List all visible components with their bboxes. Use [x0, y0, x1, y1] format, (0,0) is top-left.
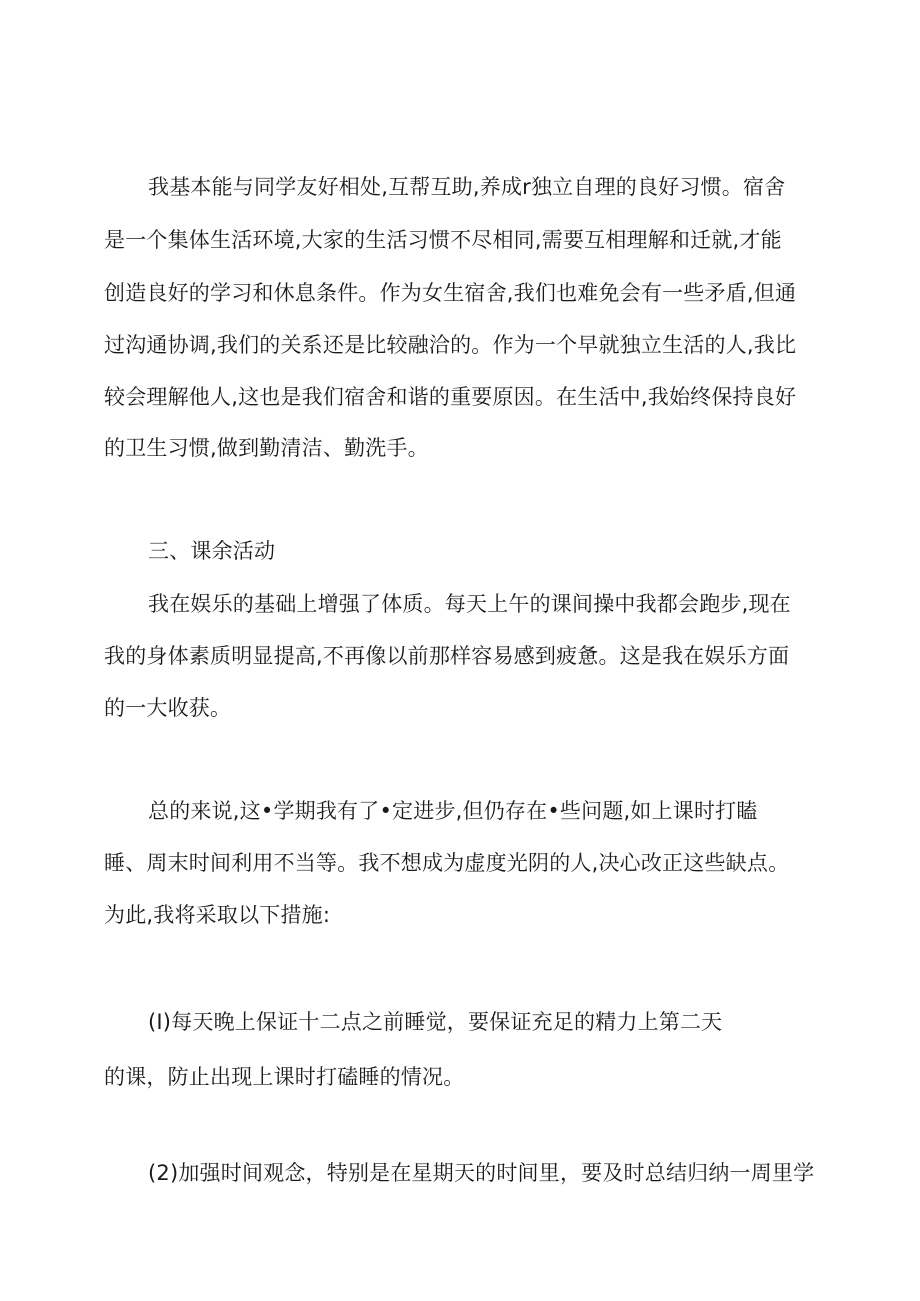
- paragraph-line: 的卫生习惯,做到勤清洁、勤洗手。: [104, 436, 429, 460]
- paragraph-line: 睡、周末时间利用不当等。我不想成为虚度光阴的人,决心改正这些缺点。: [104, 851, 790, 875]
- paragraph-line: 的一大收获。: [104, 696, 232, 720]
- paragraph-line: 我在娱乐的基础上增强了体质。每天上午的课间操中我都会跑步,现在: [148, 592, 791, 616]
- list-item-line: 的课，防止出现上课时打磕睡的情况。: [104, 1065, 465, 1089]
- paragraph-line: 我基本能与同学友好相处,互帮互助,养成r独立自理的良好习惯。宿舍: [148, 175, 786, 199]
- list-item-line: (2)加强时间观念，特别是在星期天的时间里，要及时总结归纳一周里学: [148, 1161, 815, 1185]
- paragraph-line: 是一个集体生活环境,大家的生活习惯不尽相同,需要互相理解和迁就,才能: [104, 228, 782, 252]
- paragraph-line: 我的身体素质明显提高,不再像以前那样容易感到疲惫。这是我在娱乐方面: [104, 644, 790, 668]
- paragraph-line: 较会理解他人,这也是我们宿舍和谐的重要原因。在生活中,我始终保持良好: [104, 385, 797, 409]
- list-item-line: (I)每天晚上保证十二点之前睡觉，要保证充足的精力上第二天: [148, 1010, 723, 1034]
- paragraph-line: 总的来说,这•学期我有了•定进步,但仍存在•些问题,如上课时打瞌: [148, 799, 758, 823]
- paragraph-line: 为此,我将采取以下措施:: [104, 903, 331, 927]
- paragraph-line: 创造良好的学习和休息条件。作为女生宿舍,我们也难免会有一些矛盾,但通: [104, 281, 797, 305]
- section-heading: 三、课余活动: [148, 539, 276, 563]
- paragraph-line: 过沟通协调,我们的关系还是比较融洽的。作为一个早就独立生活的人,我比: [104, 333, 797, 357]
